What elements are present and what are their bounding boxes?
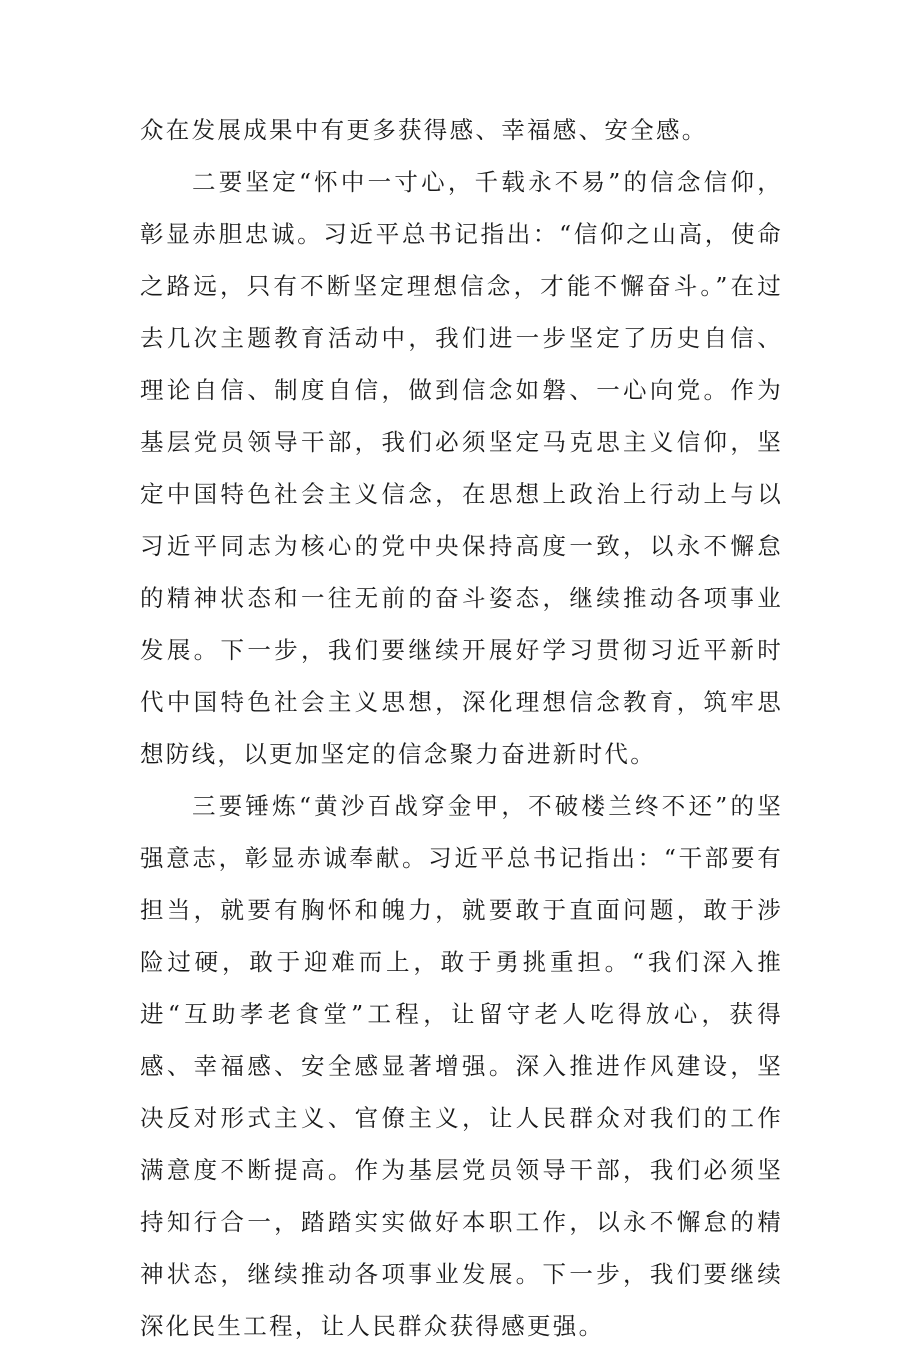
- paragraph-continuation: 众在发展成果中有更多获得感、幸福感、安全感。: [140, 116, 708, 144]
- document-body: [140, 104, 783, 1352]
- paragraph-third-point: 三要锤炼“黄沙百战穿金甲，不破楼兰终不还”的坚强意志，彰显赤诚奉献。习近平总书记指出：“干部要有担当，就要有胸怀和魄力，就要敢于直面问题，敢于涉险过硬，敢于迎难而上，敢于勇挑重担。“我们深入推进“互助孝老食堂”工程，让留守老人吃得放心，获得感、幸福感、安全感显著增强。深入推进作风建设，坚决反对形式主义、官僚主义，让人民群众对我们的工作满意度不断提高。作为基层党员领导干部，我们必须坚持知行合一，踏踏实实做好本职工作，以永不懈怠的精神状态，继续推动各项事业发展。下一步，我们要继续深化民生工程，让人民群众获得感更强。: [140, 792, 783, 1340]
- paragraph-second-point: 二要坚定“怀中一寸心，千载永不易”的信念信仰，彰显赤胆忠诚。习近平总书记指出：“信仰之山高，使命之路远，只有不断坚定理想信念，才能不懈奋斗。”在过去几次主题教育活动中，我们进一步坚定了历史自信、理论自信、制度自信，做到信念如磐、一心向党。作为基层党员领导干部，我们必须坚定马克思主义信仰，坚定中国特色社会主义信念，在思想上政治上行动上与以习近平同志为核心的党中央保持高度一致，以永不懈怠的精神状态和一往无前的奋斗姿态，继续推动各项事业发展。下一步，我们要继续开展好学习贯彻习近平新时代中国特色社会主义思想，深化理想信念教育，筑牢思想防线，以更加坚定的信念聚力奋进新时代。: [140, 168, 783, 768]
